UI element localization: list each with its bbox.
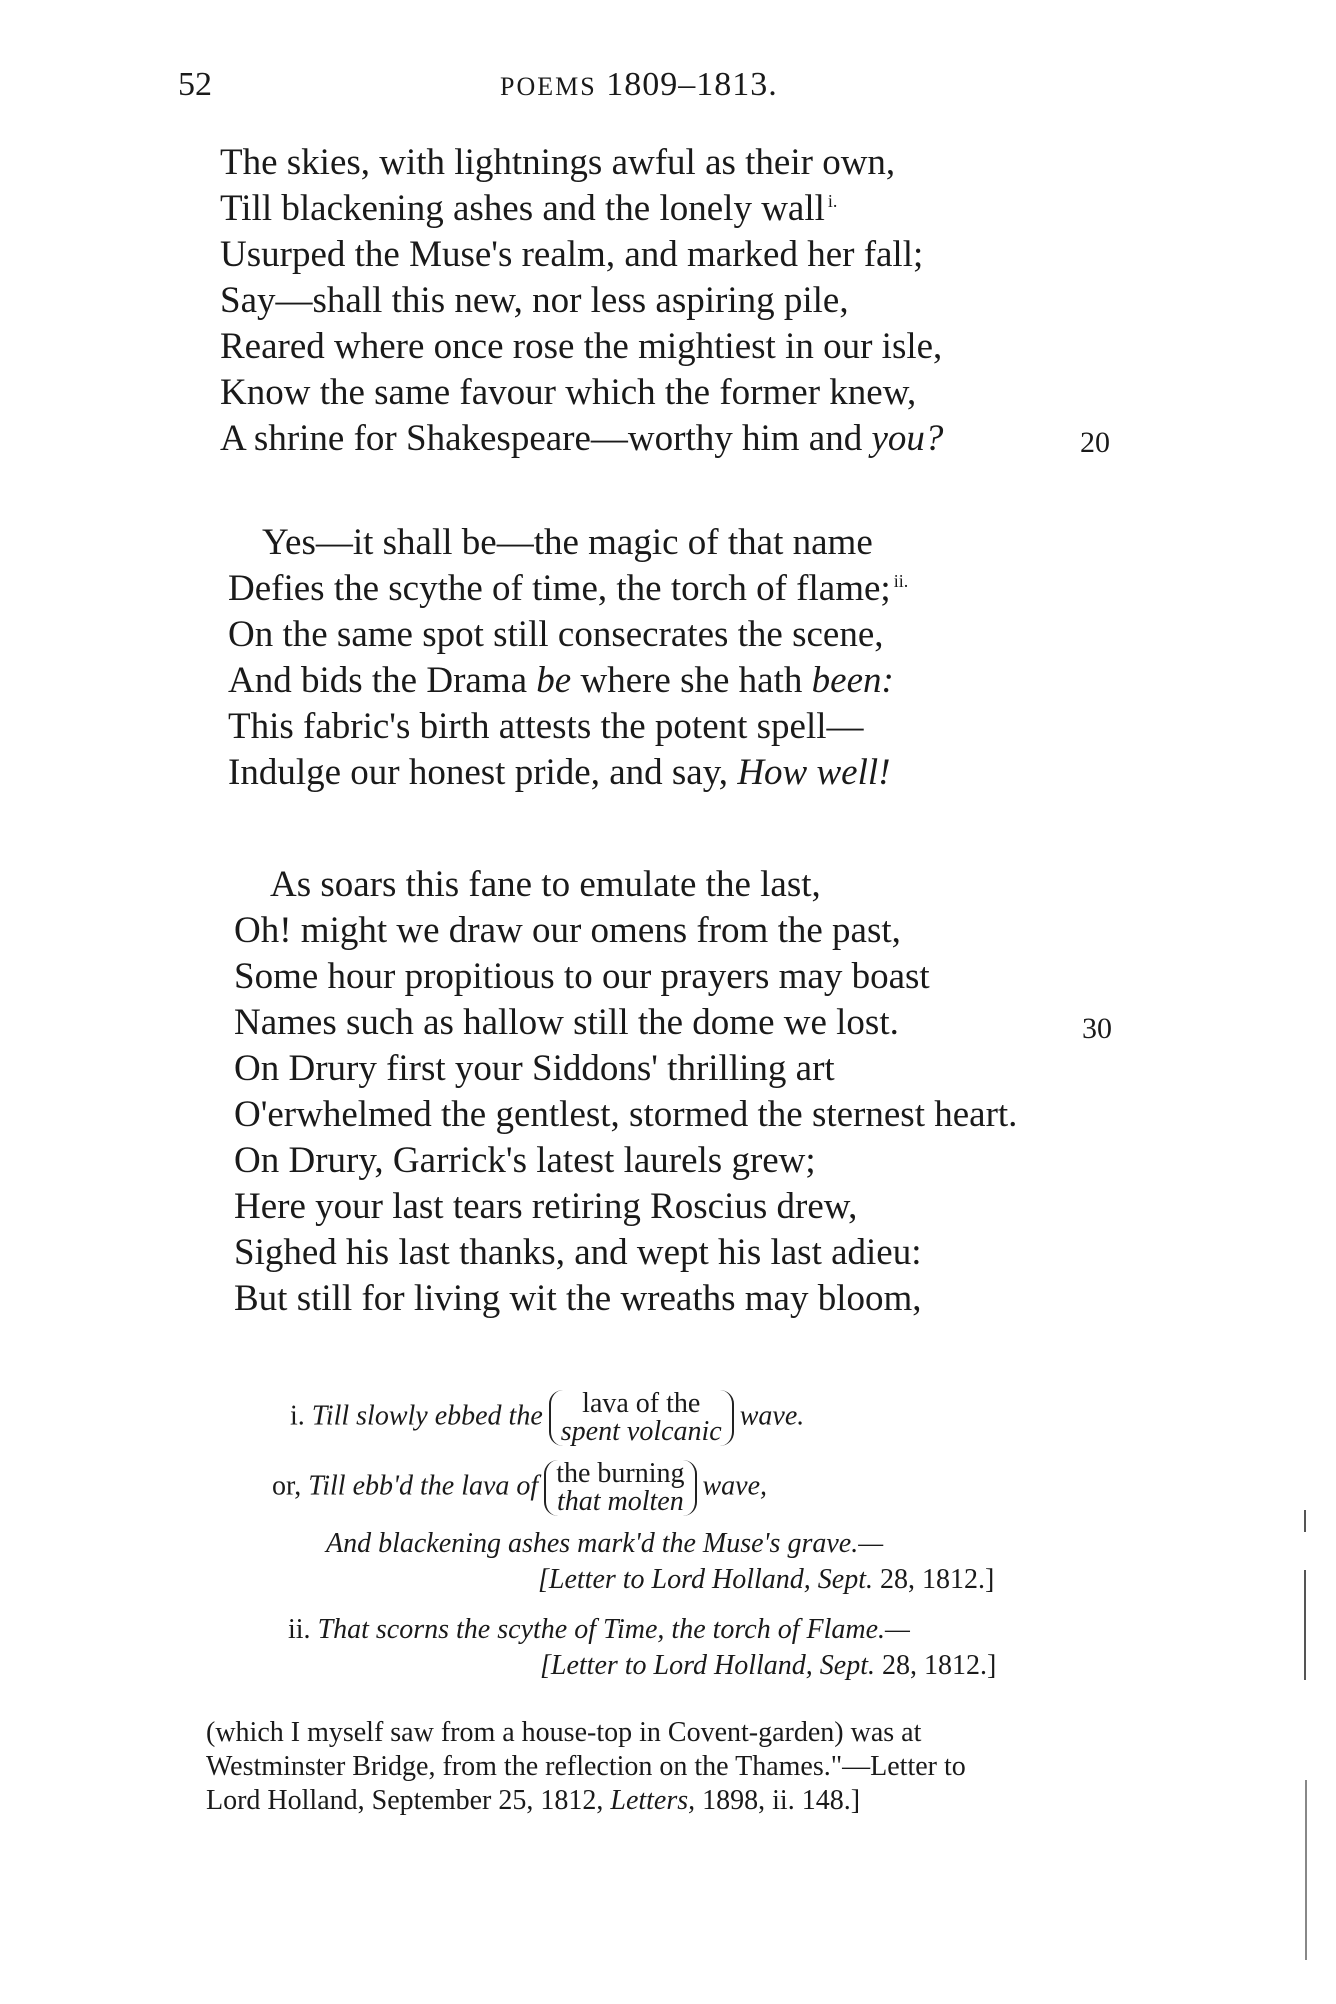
verse-line: Reared where once rose the mightiest in our isle, bbox=[220, 326, 943, 367]
verse-line-text: And bids the Drama bbox=[228, 660, 537, 701]
footnote-source bbox=[540, 1650, 996, 1682]
verse-line bbox=[228, 658, 894, 704]
scan-mark bbox=[1305, 1780, 1307, 1960]
verse-line-text: where she hath bbox=[571, 660, 812, 701]
line-number-20: 20 bbox=[1080, 426, 1110, 459]
variant-option: spent volcanic bbox=[560, 1416, 722, 1447]
verse-line-text: A shrine for Shakespeare—worthy him and bbox=[220, 418, 863, 459]
verse-line: Usurped the Muse's realm, and marked her fall; bbox=[220, 234, 924, 275]
verse-line bbox=[228, 566, 908, 612]
verse-line-text: Till blackening ashes and the lonely wall bbox=[220, 188, 825, 229]
note-line: Westminster Bridge, from the reflection on the Thames."—Letter to bbox=[206, 1751, 966, 1782]
source-title: [Letter to Lord Holland, Sept. bbox=[538, 1564, 873, 1595]
verse-line: Names such as hallow still the dome we lost. bbox=[234, 1002, 899, 1043]
footnote-or bbox=[272, 1460, 767, 1516]
verse-line: The skies, with lightnings awful as their own, bbox=[220, 142, 896, 183]
footnote-ref-i: i. bbox=[827, 190, 838, 211]
verse-line: Oh! might we draw our omens from the past, bbox=[234, 910, 901, 951]
verse-line: On Drury first your Siddons' thrilling art bbox=[234, 1048, 835, 1089]
verse-line: Sighed his last thanks, and wept his last adieu: bbox=[234, 1232, 922, 1273]
verse-line: As soars this fane to emulate the last, bbox=[270, 864, 821, 905]
running-header-years: 1809–1813. bbox=[606, 66, 778, 103]
verse-italic-been: been: bbox=[811, 660, 894, 701]
verse-italic-how-well: How well! bbox=[737, 752, 891, 793]
footnote-label: i. bbox=[290, 1400, 305, 1432]
note-text: Lord Holland, September 25, 1812, bbox=[206, 1785, 611, 1816]
footnote-source bbox=[538, 1564, 994, 1596]
verse-line: But still for living wit the wreaths may bloom, bbox=[234, 1278, 922, 1319]
note-line: (which I myself saw from a house-top in Covent-garden) was at bbox=[206, 1717, 922, 1748]
verse-line: This fabric's birth attests the potent spell— bbox=[228, 706, 864, 747]
verse-line: Yes—it shall be—the magic of that name bbox=[262, 522, 873, 563]
verse-line-text: Indulge our honest pride, and say, bbox=[228, 752, 738, 793]
source-date: 28, 1812.] bbox=[879, 1564, 995, 1595]
scan-mark bbox=[1304, 1570, 1306, 1680]
verse-line: Know the same favour which the former knew, bbox=[220, 372, 917, 413]
source-title: [Letter to Lord Holland, Sept. bbox=[540, 1650, 875, 1681]
footnote-text: wave. bbox=[739, 1400, 805, 1432]
variant-brace bbox=[549, 1390, 734, 1446]
variant-option: lava of the bbox=[582, 1388, 701, 1419]
verse-line-text: Defies the scythe of time, the torch of flame; bbox=[228, 568, 891, 609]
running-header bbox=[500, 66, 778, 104]
variant-option: the burning bbox=[556, 1458, 685, 1489]
footnote-text: wave, bbox=[702, 1470, 768, 1502]
line-number-30: 30 bbox=[1082, 1012, 1112, 1045]
footnote-ii bbox=[288, 1614, 910, 1646]
verse-italic-you: you? bbox=[871, 418, 944, 459]
verse-line: On Drury, Garrick's latest laurels grew; bbox=[234, 1140, 816, 1181]
source-date: 28, 1812.] bbox=[881, 1650, 997, 1681]
footnote-text: That scorns the scythe of Time, the torch of Flame.— bbox=[317, 1614, 910, 1645]
footnote-label: ii. bbox=[288, 1614, 311, 1645]
footnote-text-italic: And blackening ashes mark'd the Muse's grave.— bbox=[326, 1528, 884, 1559]
footnote-text bbox=[326, 1528, 883, 1560]
verse-line: On the same spot still consecrates the scene, bbox=[228, 614, 884, 655]
verse-line: Here your last tears retiring Roscius drew, bbox=[234, 1186, 858, 1227]
note-italic: Letters, bbox=[610, 1785, 696, 1816]
running-header-title: POEMS bbox=[500, 72, 597, 101]
verse-line bbox=[228, 750, 890, 796]
page-number: 52 bbox=[178, 66, 212, 103]
verse-line: Some hour propitious to our prayers may boast bbox=[234, 956, 930, 997]
verse-line: Say—shall this new, nor less aspiring pile, bbox=[220, 280, 849, 321]
scan-mark bbox=[1304, 1510, 1306, 1532]
footnote-text: Till slowly ebbed the bbox=[311, 1400, 543, 1432]
note-line bbox=[206, 1784, 860, 1818]
footnote-label: or, bbox=[272, 1470, 302, 1502]
note-text: 1898, ii. 148.] bbox=[695, 1785, 861, 1816]
variant-option: that molten bbox=[556, 1486, 684, 1517]
footnote-ref-ii: ii. bbox=[893, 570, 909, 591]
variant-brace bbox=[544, 1460, 696, 1516]
footnote-text: Till ebb'd the lava of bbox=[308, 1470, 539, 1502]
verse-line bbox=[220, 416, 943, 462]
footnote-i bbox=[290, 1390, 804, 1446]
verse-line: O'erwhelmed the gentlest, stormed the sternest heart. bbox=[234, 1094, 1018, 1135]
verse-italic-be: be bbox=[536, 660, 572, 701]
verse-line bbox=[220, 186, 837, 232]
